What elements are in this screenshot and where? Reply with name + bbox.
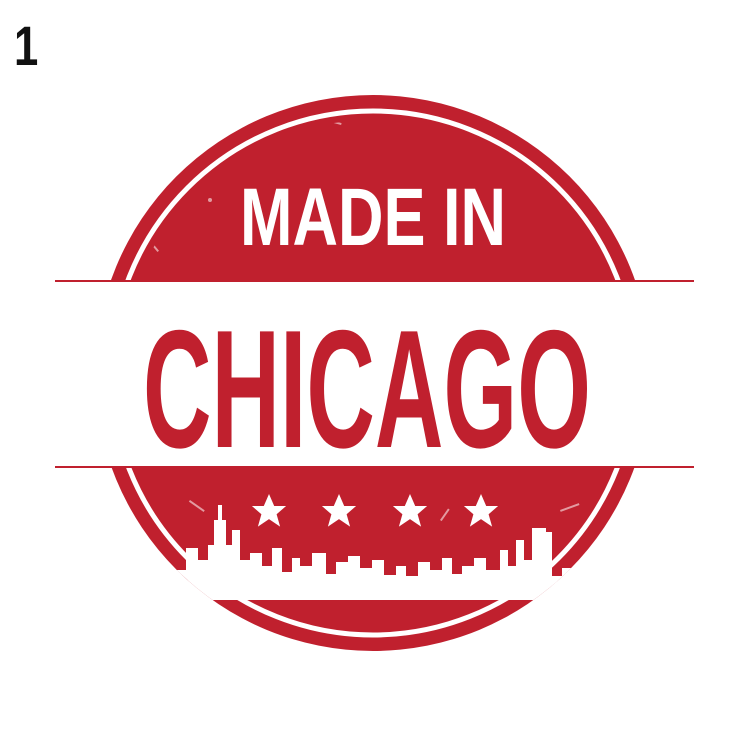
made-in-text: MADE IN [240,172,506,263]
item-number: 1 [14,14,39,77]
city-name-text: CHICAGO [143,295,591,483]
